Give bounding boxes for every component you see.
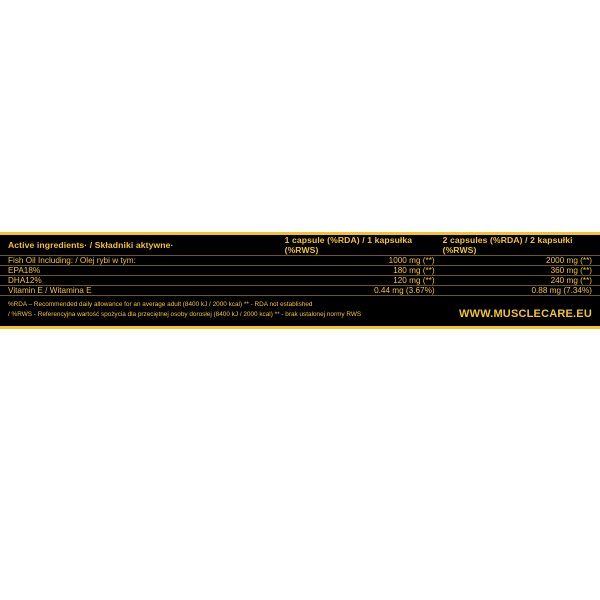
nutrition-label-panel [0,232,600,329]
table-row [0,266,600,276]
ingredient-name: EPA18% [0,266,285,276]
ingredient-amount-two: 360 mg (**) [435,266,600,276]
table-header-row [0,235,600,256]
ingredient-amount-one: 120 mg (**) [285,276,435,286]
ingredient-name: Fish Oil Including: / Olej rybi w tym: [0,256,285,266]
ingredient-amount-two: 240 mg (**) [435,276,600,286]
website-url[interactable]: WWW.MUSCLECARE.EU [459,307,592,320]
ingredient-amount-one: 1000 mg (**) [285,256,435,266]
footnote-line-1: %RDA – Recommended daily allowance for an average adult (8400 kJ / 2000 kcal) ** - RDA not established [8,301,313,308]
column-header-ingredients: Active ingredients· / Składniki aktywne· [8,240,174,250]
ingredient-name: DHA12% [0,276,285,286]
ingredients-table [0,235,600,295]
table-row [0,286,600,296]
table-row [0,276,600,286]
ingredient-amount-two: 0.88 mg (7.34%) [435,286,600,296]
ingredient-name: Vitamin E / Witamina E [0,286,285,296]
label-footer [0,295,600,326]
ingredient-amount-one: 180 mg (**) [285,266,435,276]
column-header-one-capsule: 1 capsule (%RDA) / 1 kapsułka (%RWS) [284,235,413,255]
ingredient-amount-two: 2000 mg (**) [435,256,600,266]
column-header-two-capsules: 2 capsules (%RDA) / 2 kapsułki (%RWS) [442,235,573,255]
ingredient-amount-one: 0.44 mg (3.67%) [285,286,435,296]
table-row [0,256,600,266]
footnotes [8,300,361,320]
footnote-line-2: / %RWS - Referencyjna wartość spożycia dla przeciętnej osoby dorosłej (8400 kJ / 2000 kcal) ** - brak ustalonej normy RWS [8,310,362,318]
